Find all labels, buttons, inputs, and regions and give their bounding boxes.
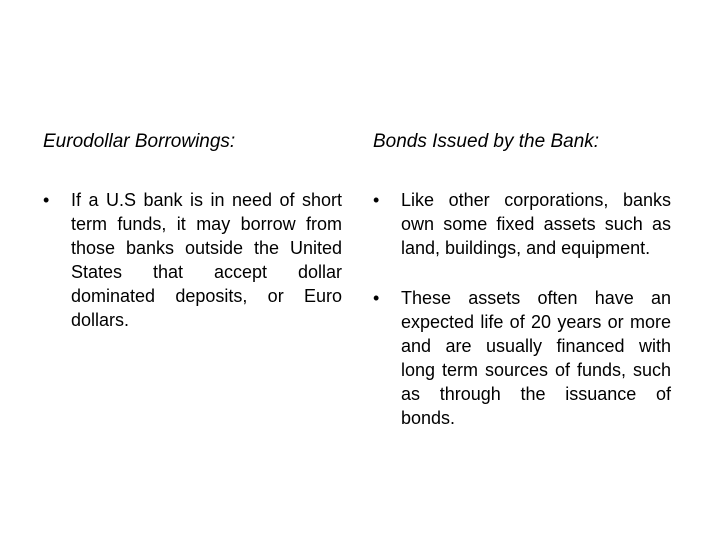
right-heading: Bonds Issued by the Bank:: [373, 131, 600, 152]
left-bullet-text: If a U.S bank is in need of short term funds, it may borrow from those banks outside the United States that accept dollar dominated deposits, or Euro dollars.: [71, 190, 342, 330]
left-bullet-list: [43, 188, 342, 332]
right-column: [373, 128, 671, 456]
right-bullet-text: These assets often have an expected life of 20 years or more and are usually financed with long term sources of funds, such as through the issuance of bonds.: [401, 288, 671, 428]
bullet-icon: •: [373, 190, 380, 210]
right-bullet-item: [373, 188, 671, 260]
left-heading: Eurodollar Borrowings:: [43, 131, 236, 152]
right-bullet-text: Like other corporations, banks own some fixed assets such as land, buildings, and equipment.: [401, 190, 671, 258]
right-bullet-item: [373, 286, 671, 430]
bullet-icon: •: [373, 288, 380, 308]
bullet-icon: •: [43, 190, 50, 210]
left-column: [43, 128, 342, 358]
left-bullet-item: [43, 188, 342, 332]
right-bullet-list: [373, 188, 671, 430]
